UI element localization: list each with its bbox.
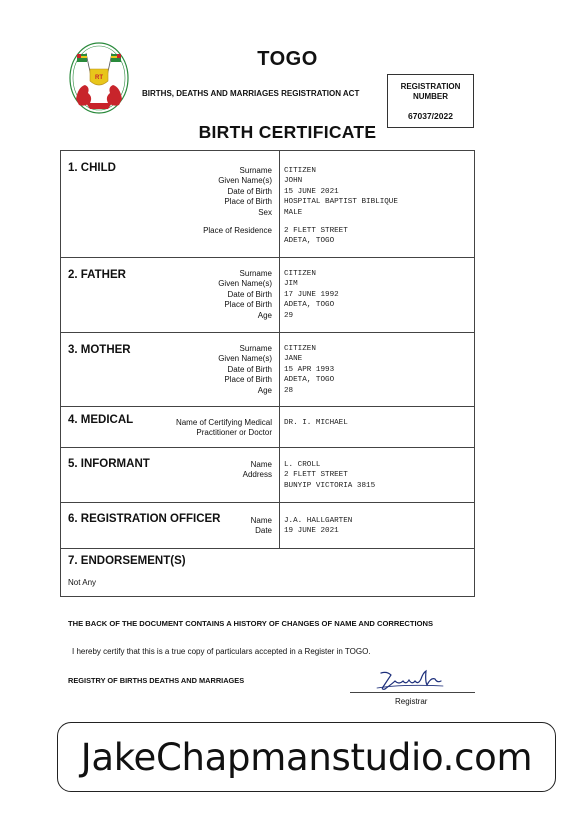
number-label: NUMBER xyxy=(412,92,449,101)
document-title: BIRTH CERTIFICATE xyxy=(198,122,377,142)
informant-section xyxy=(61,448,474,503)
section-heading: 6. REGISTRATION OFFICER xyxy=(68,513,221,525)
section-heading: 1. CHILD xyxy=(68,162,116,174)
back-of-document-note: THE BACK OF THE DOCUMENT CONTAINS A HISTORY OF CHANGES OF NAME AND CORRECTIONS xyxy=(68,619,434,628)
certification-statement: I hereby certify that this is a true copy of particulars accepted in a Register in TOGO. xyxy=(72,647,371,656)
officer-labels: Name Date xyxy=(250,516,272,536)
seal-initials: RT xyxy=(95,75,103,81)
endorsement-section xyxy=(61,549,474,598)
child-section xyxy=(61,151,474,258)
child-labels: Surname Given Name(s) Date of Birth Place of Birth Sex xyxy=(218,166,272,217)
registration-number-box xyxy=(387,74,474,128)
mother-section xyxy=(61,333,474,407)
country-name: TOGO xyxy=(257,48,318,70)
registrar-label: Registrar xyxy=(395,697,428,706)
registrar-signature xyxy=(373,667,453,695)
residence-value: 2 FLETT STREET ADETA, TOGO xyxy=(284,227,348,246)
mother-values: CITIZEN JANE 15 APR 1993 ADETA, TOGO 28 xyxy=(284,345,335,395)
section-heading: 2. FATHER xyxy=(68,269,126,281)
registration-act: BIRTHS, DEATHS AND MARRIAGES REGISTRATION ACT xyxy=(142,89,360,98)
registration-number: 67037/2022 xyxy=(408,111,453,121)
section-heading: 3. MOTHER xyxy=(68,344,131,356)
child-values: CITIZEN JOHN 15 JUNE 2021 HOSPITAL BAPTIST BIBLIQUE MALE xyxy=(284,167,398,217)
officer-section xyxy=(61,503,474,549)
medical-section xyxy=(61,407,474,448)
section-heading: 5. INFORMANT xyxy=(68,458,150,470)
mother-labels: Surname Given Name(s) Date of Birth Place of Birth Age xyxy=(218,344,272,395)
informant-labels: Name Address xyxy=(242,460,272,480)
informant-values: L. CROLL 2 FLETT STREET BUNYIP VICTORIA 3815 xyxy=(284,461,376,490)
signature-line xyxy=(350,692,475,693)
officer-values: J.A. HALLGARTEN 19 JUNE 2021 xyxy=(284,517,353,536)
certificate-table xyxy=(60,150,475,597)
father-section xyxy=(61,258,474,333)
registry-name: REGISTRY OF BIRTHS DEATHS AND MARRIAGES xyxy=(68,676,245,685)
medical-labels: Name of Certifying Medical Practitioner or Doctor xyxy=(175,418,272,438)
section-heading: 4. MEDICAL xyxy=(68,414,134,426)
section-heading: 7. ENDORSEMENT(S) xyxy=(68,555,186,567)
father-values: CITIZEN JIM 17 JUNE 1992 ADETA, TOGO 29 xyxy=(284,270,339,320)
father-labels: Surname Given Name(s) Date of Birth Place of Birth Age xyxy=(218,269,272,320)
watermark-text: JakeChapmanstudio.com xyxy=(80,735,533,779)
registration-label: REGISTRATION xyxy=(400,82,461,91)
medical-values: DR. I. MICHAEL xyxy=(284,419,348,427)
endorsement-note: Not Any xyxy=(68,578,97,587)
residence-label: Place of Residence xyxy=(203,226,272,235)
